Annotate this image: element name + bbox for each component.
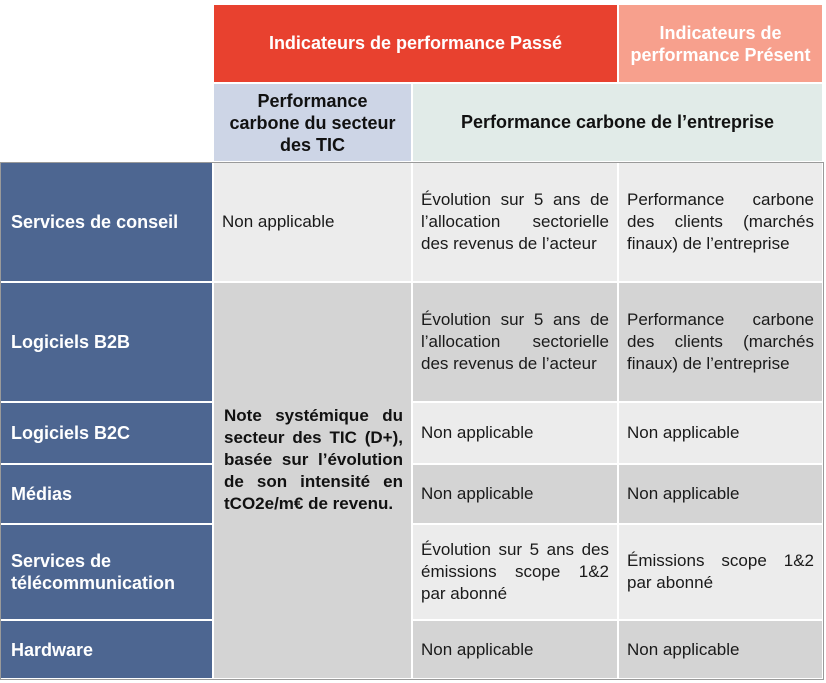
sector-note-text: Note systémique du secteur des TIC (D+), basée sur l’évolution de son intensité en tCO2e/m€ de revenu.	[224, 406, 403, 513]
sector-note-cell	[213, 282, 412, 679]
past-cell-hardware	[412, 620, 618, 679]
present-cell-text: Performance carbone des clients (marchés finaux) de l’entreprise	[627, 310, 814, 373]
header-sector-performance	[213, 83, 412, 162]
present-cell-text: Non applicable	[627, 484, 740, 503]
row-header-medias	[0, 464, 213, 524]
past-cell-medias	[412, 464, 618, 524]
past-cell-services-conseil	[412, 162, 618, 282]
row-header-logiciels-b2b	[0, 282, 213, 402]
past-cell-text: Non applicable	[421, 639, 534, 659]
sector-cell-text: Non applicable	[222, 212, 335, 231]
past-cell-text: Évolution sur 5 ans de l’allocation sectorielle des revenus de l’acteur	[421, 310, 609, 373]
past-cell-text: Évolution sur 5 ans des émissions scope 1&2 par abonné	[421, 540, 609, 603]
header-past-indicators-label: Indicateurs de performance Passé	[268, 33, 563, 53]
row-header-label: Services de télécommunication	[11, 551, 176, 593]
header-company-performance-label: Performance carbone de l’entreprise	[460, 112, 775, 132]
present-cell-telecom	[618, 524, 823, 620]
present-cell-hardware	[618, 620, 823, 679]
row-header-label: Médias	[11, 484, 73, 504]
past-cell-telecom	[412, 524, 618, 620]
sector-cell-services-conseil	[213, 162, 412, 282]
past-cell-logiciels-b2c	[412, 402, 618, 464]
row-header-logiciels-b2c	[0, 402, 213, 464]
present-cell-text: Émissions scope 1&2 par abonné	[627, 551, 814, 592]
header-company-performance	[412, 83, 823, 162]
past-cell-text: Non applicable	[421, 484, 534, 503]
past-cell-text: Non applicable	[421, 423, 534, 442]
present-cell-text: Non applicable	[627, 423, 740, 442]
row-header-telecom	[0, 524, 213, 620]
present-cell-text: Non applicable	[627, 639, 740, 659]
row-header-services-conseil	[0, 162, 213, 282]
past-cell-logiciels-b2b	[412, 282, 618, 402]
past-cell-text: Évolution sur 5 ans de l’allocation sectorielle des revenus de l’acteur	[421, 190, 609, 253]
row-header-label: Services de conseil	[11, 212, 179, 232]
row-header-label: Hardware	[11, 639, 94, 660]
row-header-label: Logiciels B2B	[11, 332, 131, 352]
present-cell-medias	[618, 464, 823, 524]
row-header-hardware	[0, 620, 213, 679]
row-header-label: Logiciels B2C	[11, 423, 131, 443]
present-cell-logiciels-b2c	[618, 402, 823, 464]
header-sector-performance-label: Performance carbone du secteur des TIC	[229, 90, 396, 155]
present-cell-logiciels-b2b	[618, 282, 823, 402]
header-present-indicators	[618, 4, 823, 83]
present-cell-services-conseil	[618, 162, 823, 282]
header-past-indicators	[213, 4, 618, 83]
present-cell-text: Performance carbone des clients (marchés finaux) de l’entreprise	[627, 190, 814, 253]
header-present-indicators-label: Indicateurs de performance Présent	[630, 22, 811, 65]
